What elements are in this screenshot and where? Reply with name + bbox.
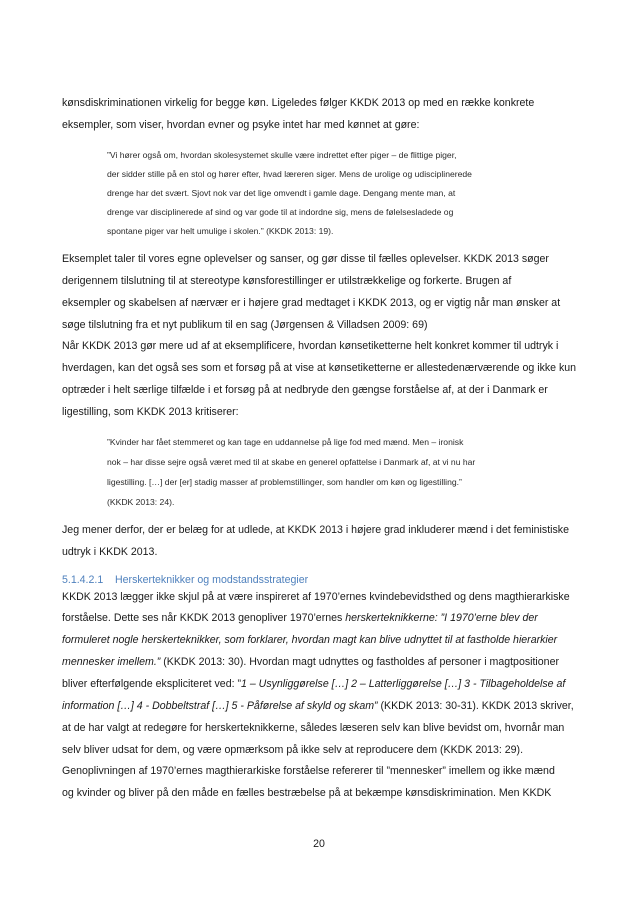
body-text-line: søge tilslutning fra et nyt publikum til en sag (Jørgensen & Villadsen 2009: 69) bbox=[62, 319, 428, 331]
italic-quote: 1 – Usynliggørelse […] 2 – Latterliggørelse […] 3 - Tilbageholdelse af bbox=[241, 678, 566, 690]
italic-quote: information […] 4 - Dobbeltstraf […] 5 - Påførelse af skyld og skam” bbox=[62, 700, 378, 712]
section-number: 5.1.4.2.1 bbox=[62, 574, 104, 586]
body-text-line bbox=[62, 699, 582, 713]
italic-quote: formuleret nogle herskerteknikker, som forklarer, hvordan magt kan blive udnyttet til at fastholde hierarkier bbox=[62, 634, 558, 646]
body-text-line: KKDK 2013 lægger ikke skjul på at være inspireret af 1970’ernes kvindebevidsthed og dens magthierarkiske bbox=[62, 591, 570, 603]
body-text-line: Genoplivningen af 1970’ernes magthierarkiske forståelse refererer til ”mennesker” imellem og ikke mænd bbox=[62, 765, 555, 777]
quote-line: ligestilling. […] der [er] stadig masser af problemstillinger, som handler om køn og ligestilling.” bbox=[107, 477, 462, 487]
quote-line: nok – har disse sejre også været med til at skabe en generel opfattelse i Danmark af, at vi nu har bbox=[107, 457, 476, 467]
body-text-line bbox=[62, 655, 582, 669]
body-text-line: Når KKDK 2013 gør mere ud af at eksemplificere, hvordan kønsetiketterne helt konkret kommer til udtryk i bbox=[62, 340, 559, 352]
body-text-line: selv bliver udsat for dem, og være opmærksom på ikke selv at reproducere dem (KKDK 2013: 29). bbox=[62, 744, 524, 756]
body-text-line: ligestilling, som KKDK 2013 kritiserer: bbox=[62, 406, 239, 418]
italic-quote: : ”I 1970’erne blev der bbox=[434, 612, 538, 624]
italic-term: herskerteknikkerne bbox=[345, 612, 435, 624]
body-text-line: udtryk i KKDK 2013. bbox=[62, 546, 158, 558]
page-number: 20 bbox=[313, 838, 325, 850]
italic-quote: mennesker imellem.” bbox=[62, 656, 161, 668]
body-text-line: at de har valgt at redegøre for herskerteknikkerne, således læseren selv kan blive bevidst om, hvornår man bbox=[62, 722, 565, 734]
quote-line: drenge har det svært. Sjovt nok var det lige omvendt i gamle dage. Dengang mente man, at bbox=[107, 188, 456, 198]
body-text-line: og kvinder og bliver på den måde en fælles bestræbelse på at bekæmpe kønsdiskrimination. Men KKDK bbox=[62, 787, 552, 799]
body-text-line: eksempler og skabelsen af nærvær er i højere grad medtaget i KKDK 2013, og er vigtig når man ønsker at bbox=[62, 297, 561, 309]
text-span: (KKDK 2013: 30). Hvordan magt udnyttes og fastholdes af personer i magtpositioner bbox=[160, 656, 559, 668]
text-span: forståelse. Dette ses når KKDK 2013 genopliver 1970’ernes bbox=[62, 612, 346, 624]
quote-line: ”Vi hører også om, hvordan skolesystemet skulle være indrettet efter piger – de flittige piger, bbox=[107, 150, 457, 160]
body-text-line: derigennem tilslutning til at stereotype kønsforestillinger er utilstrækkelige og forkerte. Brugen af bbox=[62, 275, 512, 287]
section-heading bbox=[62, 573, 308, 587]
quote-line: drenge var disciplinerede af sind og var gode til at indordne sig, mens de følelsesladede og bbox=[107, 207, 454, 217]
text-span: (KKDK 2013: 30-31). KKDK 2013 skriver, bbox=[377, 700, 574, 712]
body-text-line: eksempler, som viser, hvordan evner og psyke intet har med kønnet at gøre: bbox=[62, 119, 420, 131]
body-text-line: optræder i helt særlige tilfælde i et forsøg på at nedbryde den gængse forståelse af, at der i Danmark er bbox=[62, 384, 548, 396]
body-text-line: hverdagen, kan det også ses som et forsøg på at vise at kønsetiketterne er allestedenærværende og ikke kun bbox=[62, 362, 577, 374]
body-text-line bbox=[62, 611, 582, 625]
body-text-line: Jeg mener derfor, der er belæg for at udlede, at KKDK 2013 i højere grad inkluderer mænd i det feministiske bbox=[62, 524, 569, 536]
quote-line: (KKDK 2013: 24). bbox=[107, 497, 175, 507]
quote-line: spontane piger var helt umulige i skolen.” (KKDK 2013: 19). bbox=[107, 226, 334, 236]
quote-line: der sidder stille på en stol og hører efter, hvad læreren siger. Mens de urolige og udisciplinerede bbox=[107, 169, 472, 179]
body-text-line bbox=[62, 677, 582, 691]
text-span: bliver efterfølgende ekspliciteret ved: ” bbox=[62, 678, 241, 690]
body-text-line: Eksemplet taler til vores egne oplevelser og sanser, og gør disse til fælles oplevelser. KKDK 2013 søger bbox=[62, 253, 549, 265]
body-text-line bbox=[62, 633, 582, 647]
quote-line: ”Kvinder har fået stemmeret og kan tage en uddannelse på lige fod med mænd. Men – ironisk bbox=[107, 437, 464, 447]
body-text-line: kønsdiskriminationen virkelig for begge køn. Ligeledes følger KKDK 2013 op med en række konkrete bbox=[62, 97, 535, 109]
section-title: Herskerteknikker og modstandsstrategier bbox=[115, 574, 309, 586]
